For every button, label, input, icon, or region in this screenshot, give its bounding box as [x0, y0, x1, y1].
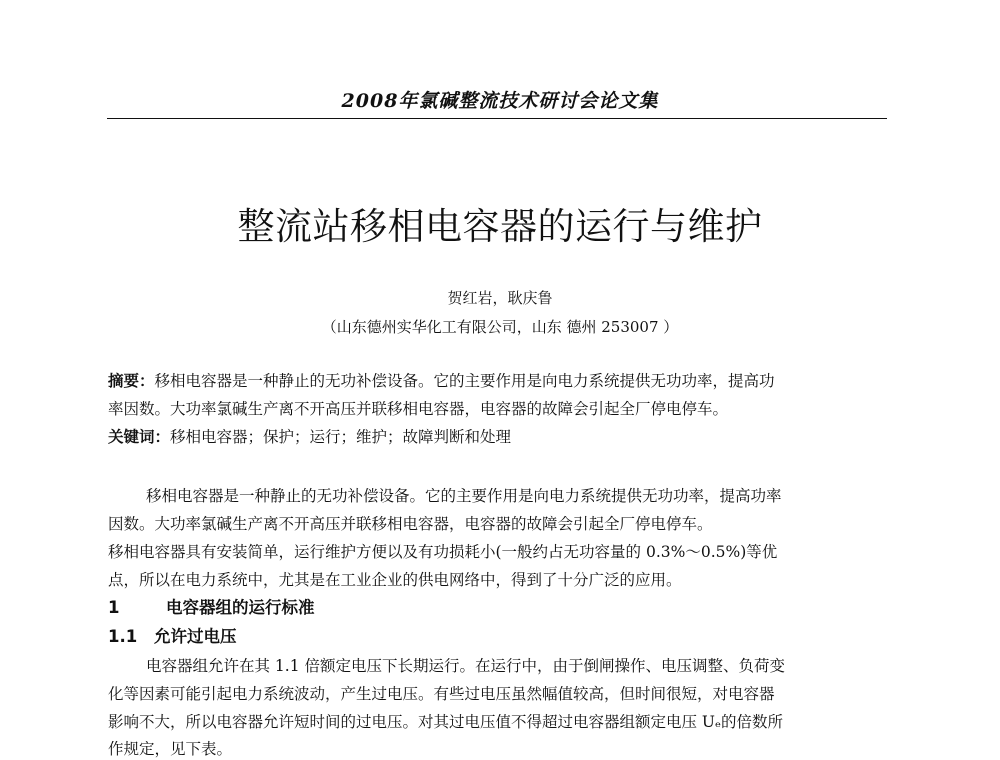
keywords-text: 移相电容器；保护；运行；维护；故障判断和处理: [170, 428, 512, 446]
intro-line-3: 移相电容器具有安装简单，运行维护方便以及有功损耗小(一般约占无功容量的 0.3%～0.5%)等优: [108, 543, 778, 561]
section-1-title: 电容器组的运行标准: [166, 598, 315, 617]
affiliation: （山东德州实华化工有限公司，山东 德州 253007 ）: [321, 318, 679, 336]
intro-line-1: 移相电容器是一种静止的无功补偿设备。它的主要作用是向电力系统提供无功功率，提高功率: [146, 487, 782, 505]
running-head: 2008年氯碱整流技术研讨会论文集: [341, 90, 659, 112]
abstract-line-1: [108, 370, 890, 392]
abstract-line-2: 率因数。大功率氯碱生产离不开高压并联移相电容器，电容器的故障会引起全厂停电停车。: [108, 400, 729, 418]
keywords-label: 关键词：: [108, 428, 171, 446]
section-1-number: 1: [108, 598, 120, 617]
section-1-1-number: 1.1: [108, 627, 138, 646]
intro-line-2: 因数。大功率氯碱生产离不开高压并联移相电容器，电容器的故障会引起全厂停电停车。: [108, 515, 713, 533]
section-1-heading: [108, 597, 890, 619]
para-line-4: 作规定，见下表。: [108, 740, 233, 758]
section-1-1-heading: [108, 626, 890, 648]
header-rule: [107, 118, 887, 119]
paper-title: 整流站移相电容器的运行与维护: [237, 205, 763, 248]
section-1-1-title: 允许过电压: [154, 627, 237, 646]
para-line-3: 影响不大，所以电容器允许短时间的过电压。对其过电压值不得超过电容器组额定电压 Uₑ的倍数所: [108, 713, 783, 731]
intro-line-4: 点，所以在电力系统中，尤其是在工业企业的供电网络中，得到了十分广泛的应用。: [108, 571, 682, 589]
keywords-line: [108, 426, 890, 448]
abstract-label: 摘要：: [108, 372, 155, 390]
authors: 贺红岩，耿庆鲁: [447, 289, 553, 307]
para-line-1: 电容器组允许在其 1.1 倍额定电压下长期运行。在运行中，由于倒闸操作、电压调整、负荷变: [146, 657, 786, 675]
abstract-text-1: 移相电容器是一种静止的无功补偿设备。它的主要作用是向电力系统提供无功功率，提高功: [154, 372, 775, 390]
para-line-2: 化等因素可能引起电力系统波动，产生过电压。有些过电压虽然幅值较高，但时间很短，对电容器: [108, 685, 775, 703]
